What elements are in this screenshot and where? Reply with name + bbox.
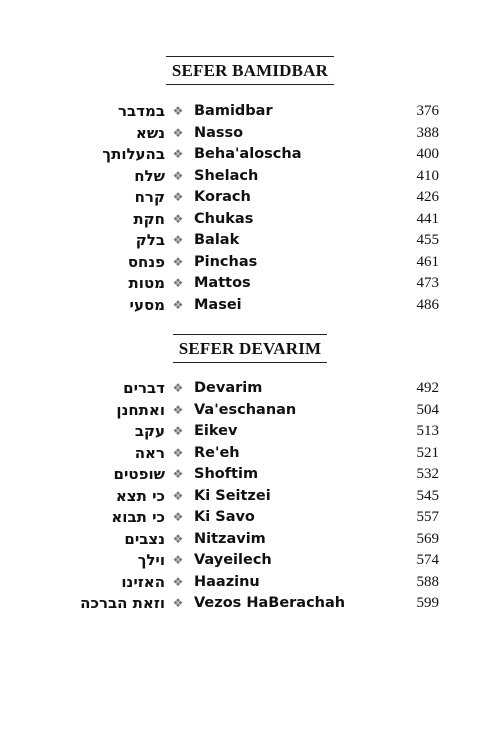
hebrew-parsha-name: קרח — [134, 188, 165, 206]
diamond-ornament-icon: ❖ — [172, 510, 184, 524]
toc-entry[interactable] — [0, 400, 500, 422]
hebrew-parsha-name: בהעלותך — [102, 145, 165, 163]
diamond-ornament-icon: ❖ — [172, 445, 184, 460]
toc-entry[interactable] — [0, 486, 500, 508]
page-number: 400 — [416, 146, 439, 162]
toc-entry[interactable] — [0, 378, 500, 400]
hebrew-parsha-name: חקת — [133, 209, 165, 228]
toc-entry[interactable] — [0, 123, 500, 145]
english-parsha-name: Pinchas — [194, 253, 258, 270]
page-number: 441 — [416, 210, 439, 227]
hebrew-parsha-name: נשא — [135, 123, 165, 142]
page-number: 574 — [416, 552, 439, 568]
english-parsha-name: Eikev — [194, 423, 238, 439]
diamond-ornament-icon: ❖ — [172, 424, 184, 438]
english-parsha-name: Masei — [194, 296, 242, 313]
hebrew-parsha-name: שלח — [134, 166, 165, 185]
hebrew-parsha-name: ואתחנן — [116, 400, 165, 419]
toc-entry[interactable] — [0, 464, 500, 486]
page-number: 492 — [416, 380, 439, 396]
page-number: 599 — [416, 595, 439, 611]
diamond-ornament-icon: ❖ — [172, 211, 184, 226]
hebrew-parsha-name: מסעי — [129, 295, 165, 314]
diamond-ornament-icon: ❖ — [172, 402, 184, 417]
diamond-ornament-icon: ❖ — [172, 254, 184, 269]
english-parsha-name: Nitzavim — [194, 530, 266, 547]
toc-list-devarim — [0, 378, 500, 615]
page-number: 545 — [416, 487, 439, 504]
english-parsha-name: Korach — [194, 189, 251, 205]
english-parsha-name: Va'eschanan — [194, 401, 297, 418]
diamond-ornament-icon: ❖ — [172, 381, 184, 395]
diamond-ornament-icon: ❖ — [172, 168, 184, 183]
diamond-ornament-icon: ❖ — [172, 125, 184, 140]
page-number: 455 — [416, 232, 439, 248]
diamond-ornament-icon: ❖ — [172, 233, 184, 247]
toc-entry[interactable] — [0, 101, 500, 123]
toc-entry[interactable] — [0, 295, 500, 317]
english-parsha-name: Nasso — [194, 124, 244, 141]
toc-entry[interactable] — [0, 166, 500, 188]
english-parsha-name: Ki Savo — [194, 509, 255, 525]
hebrew-parsha-name: וזאת הברכה — [80, 594, 165, 612]
diamond-ornament-icon: ❖ — [172, 553, 184, 567]
page-number: 473 — [416, 275, 439, 291]
toc-entry[interactable] — [0, 443, 500, 465]
hebrew-parsha-name: פנחס — [127, 252, 165, 271]
toc-entry[interactable] — [0, 209, 500, 231]
page-number: 410 — [416, 167, 439, 184]
section-header-devarim — [0, 334, 500, 363]
page-number: 461 — [416, 253, 439, 270]
page-number: 376 — [416, 103, 439, 119]
toc-list-bamidbar — [0, 101, 500, 316]
hebrew-parsha-name: דברים — [123, 379, 165, 397]
toc-entry[interactable] — [0, 252, 500, 274]
toc-entry[interactable] — [0, 273, 500, 295]
page-number: 569 — [416, 530, 439, 547]
english-parsha-name: Chukas — [194, 210, 254, 227]
page-number: 588 — [416, 573, 439, 590]
english-parsha-name: Re'eh — [194, 444, 240, 461]
english-parsha-name: Devarim — [194, 380, 263, 396]
toc-entry[interactable] — [0, 550, 500, 572]
toc-entry[interactable] — [0, 593, 500, 615]
hebrew-parsha-name: מטות — [128, 274, 165, 292]
toc-entry[interactable] — [0, 572, 500, 594]
english-parsha-name: Shelach — [194, 167, 259, 184]
diamond-ornament-icon: ❖ — [172, 297, 184, 312]
page-number: 486 — [416, 296, 439, 313]
hebrew-parsha-name: ראה — [134, 443, 165, 462]
english-parsha-name: Vezos HaBerachah — [194, 595, 346, 611]
diamond-ornament-icon: ❖ — [172, 190, 184, 204]
english-parsha-name: Beha'aloscha — [194, 146, 302, 162]
hebrew-parsha-name: במדבר — [118, 102, 165, 120]
diamond-ornament-icon: ❖ — [172, 574, 184, 589]
hebrew-parsha-name: כי תבוא — [111, 508, 165, 526]
hebrew-parsha-name: שופטים — [113, 465, 165, 483]
page-number: 532 — [416, 466, 439, 482]
diamond-ornament-icon: ❖ — [172, 276, 184, 290]
english-parsha-name: Haazinu — [194, 573, 260, 590]
section-title: SEFER DEVARIM — [173, 334, 328, 363]
diamond-ornament-icon: ❖ — [172, 147, 184, 161]
diamond-ornament-icon: ❖ — [172, 531, 184, 546]
page-number: 388 — [416, 124, 439, 141]
english-parsha-name: Ki Seitzei — [194, 487, 271, 504]
section-title: SEFER BAMIDBAR — [166, 56, 334, 85]
toc-entry[interactable] — [0, 421, 500, 443]
hebrew-parsha-name: וילך — [137, 551, 165, 569]
english-parsha-name: Shoftim — [194, 466, 259, 482]
hebrew-parsha-name: עקב — [134, 422, 165, 440]
page-number: 521 — [416, 444, 439, 461]
english-parsha-name: Vayeilech — [194, 552, 272, 568]
page-number: 504 — [416, 401, 439, 418]
toc-entry[interactable] — [0, 507, 500, 529]
toc-entry[interactable] — [0, 187, 500, 209]
english-parsha-name: Balak — [194, 232, 240, 248]
toc-entry[interactable] — [0, 529, 500, 551]
english-parsha-name: Bamidbar — [194, 103, 273, 119]
hebrew-parsha-name: כי תצא — [115, 486, 165, 505]
page-number: 426 — [416, 189, 439, 205]
diamond-ornament-icon: ❖ — [172, 104, 184, 118]
hebrew-parsha-name: בלק — [135, 231, 165, 249]
section-header-bamidbar — [0, 56, 500, 85]
hebrew-parsha-name: האזינו — [121, 572, 165, 591]
english-parsha-name: Mattos — [194, 275, 251, 291]
toc-entry[interactable] — [0, 230, 500, 252]
toc-entry[interactable] — [0, 144, 500, 166]
diamond-ornament-icon: ❖ — [172, 467, 184, 481]
page-number: 513 — [416, 423, 439, 439]
diamond-ornament-icon: ❖ — [172, 488, 184, 503]
diamond-ornament-icon: ❖ — [172, 596, 184, 610]
page-number: 557 — [416, 509, 439, 525]
hebrew-parsha-name: נצבים — [124, 529, 165, 548]
